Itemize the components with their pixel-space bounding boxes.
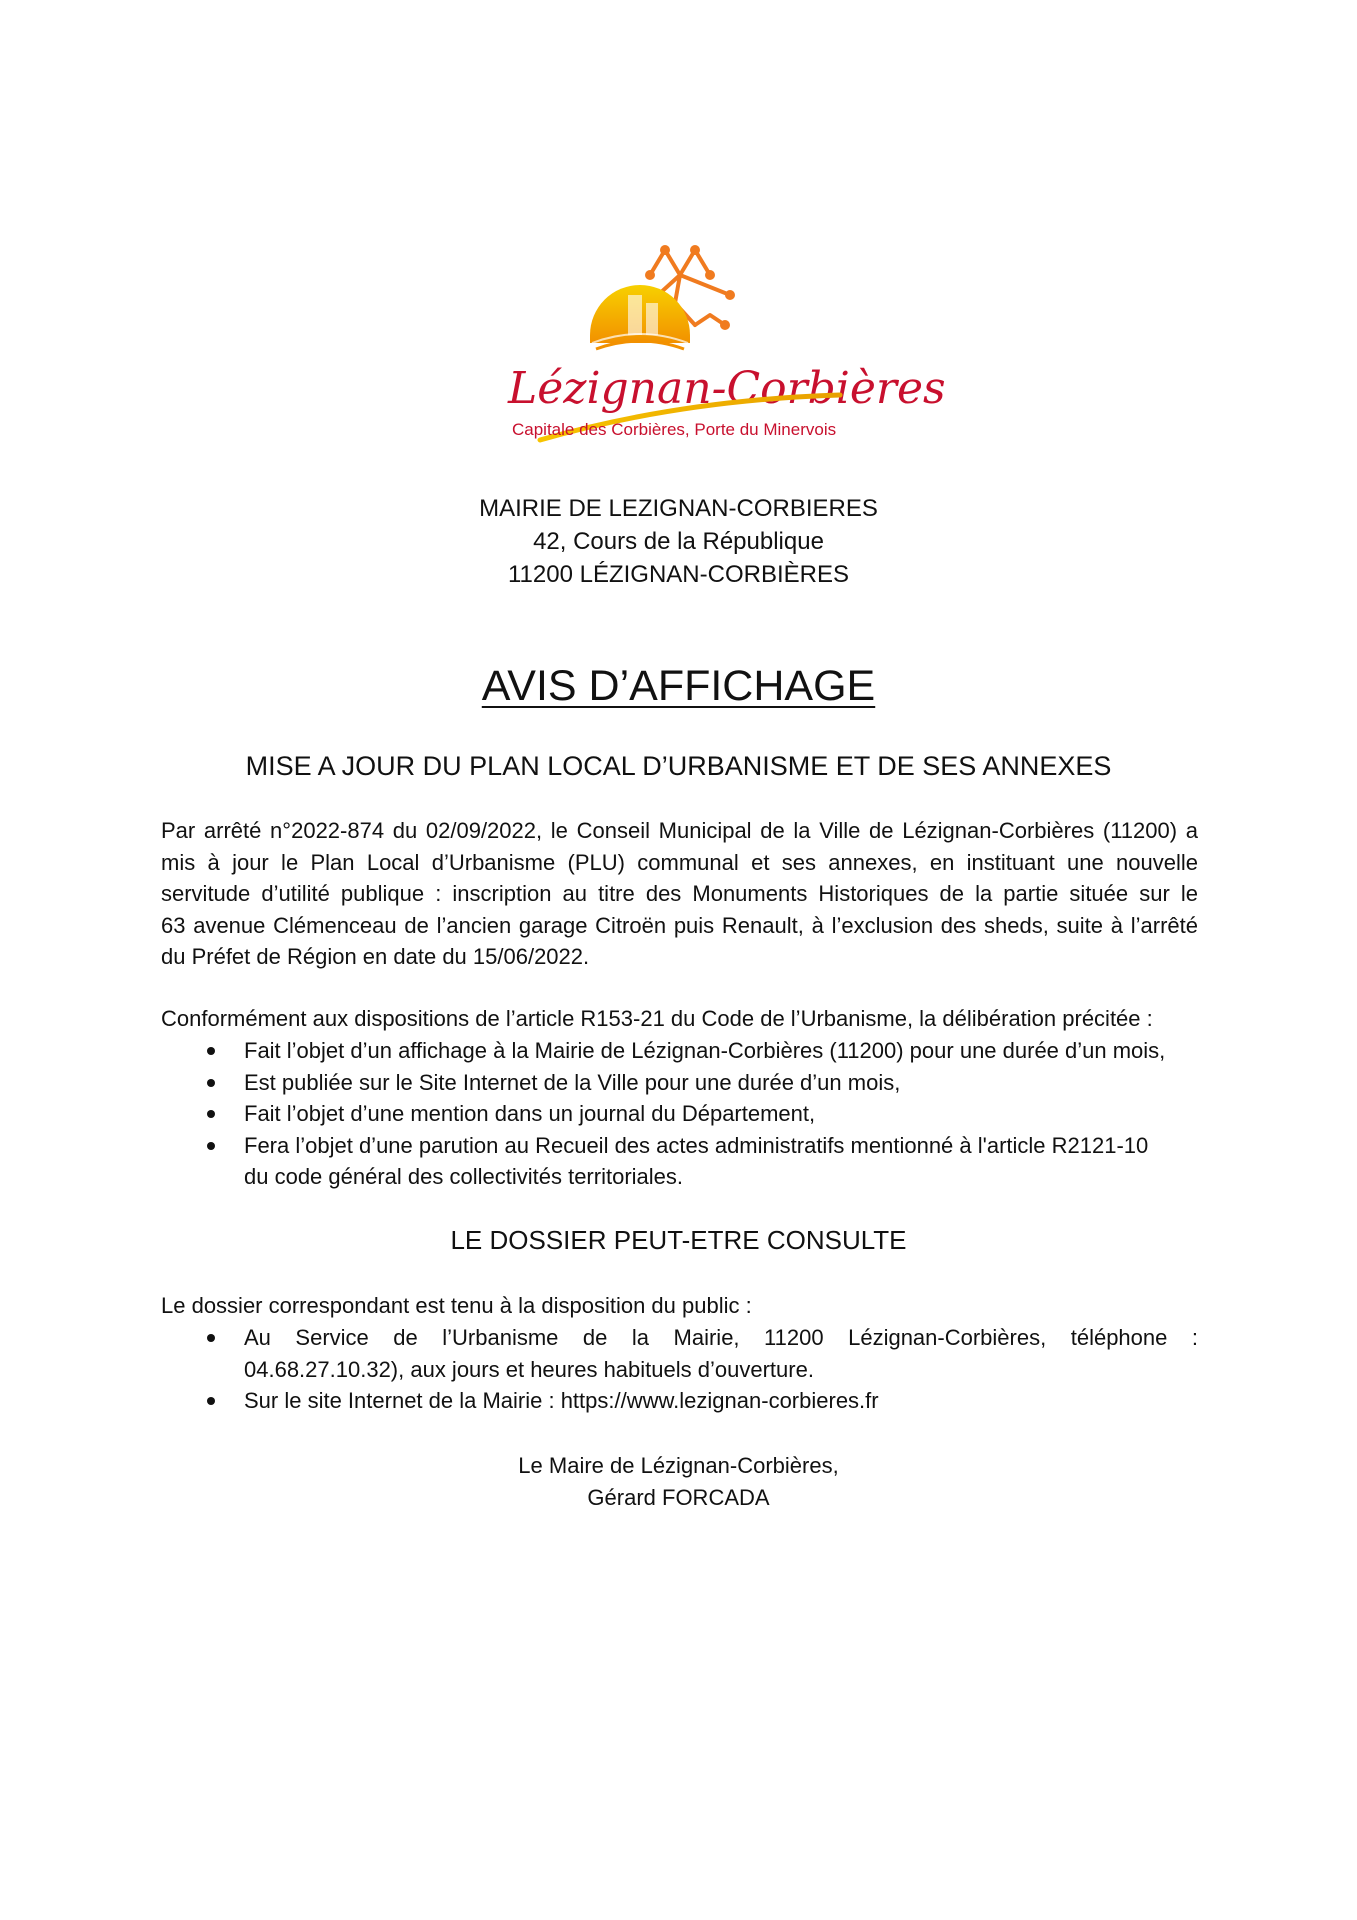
bullet-icon (207, 1110, 215, 1118)
signature-name: Gérard FORCADA (587, 1484, 770, 1510)
city-logo (500, 225, 946, 455)
address-line-3: 11200 LÉZIGNAN-CORBIÈRES (507, 561, 849, 588)
list-item: Est publiée sur le Site Internet de la Ville pour une durée d’un mois, (161, 1067, 1198, 1099)
intro-line: Par arrêté n°2022-874 du 02/09/2022, le Conseil Municipal de la Ville de Lézignan-Corbières (11200) a (161, 818, 1198, 843)
bullet-icon (207, 1334, 215, 1342)
consult-heading: LE DOSSIER PEUT-ETRE CONSULTE (450, 1225, 907, 1255)
intro-paragraph (161, 815, 1198, 973)
mairie-address (0, 492, 1357, 591)
address-line-1: MAIRIE DE LEZIGNAN-CORBIERES (479, 495, 878, 522)
list-item: Fait l’objet d’une mention dans un journal du Département, (161, 1098, 1198, 1130)
signature-title: Le Maire de Lézignan-Corbières, (518, 1453, 839, 1478)
consult-list (161, 1322, 1198, 1417)
intro-line: mis à jour le Plan Local d’Urbanisme (PLU) communal et ses annexes, en instituant une nouvelle (161, 849, 1198, 875)
intro-line: du Préfet de Région en date du 15/06/2022. (161, 944, 590, 969)
list-item: Fait l’objet d’un affichage à la Mairie de Lézignan-Corbières (11200) pour une durée d’un mois, (161, 1035, 1198, 1067)
bullet-icon (207, 1397, 215, 1405)
list-item: Fera l’objet d’une parution au Recueil des actes administratifs mentionné à l'article R2121-10 du code général des collectivités territoriales. (161, 1130, 1198, 1193)
intro-line: servitude d’utilité publique : inscription au titre des Monuments Historiques de la partie située sur le (161, 881, 1198, 906)
address-line-2: 42, Cours de la République (533, 528, 824, 555)
dispositions-list (161, 1035, 1198, 1193)
list-item: Au Service de l’Urbanisme de la Mairie, 11200 Lézignan-Corbières, téléphone : 04.68.27.10.32), aux jours et heures habituels d’ouverture. (161, 1322, 1198, 1385)
intro-line: 63 avenue Clémenceau de l’ancien garage Citroën puis Renault, à l’exclusion des sheds, suite à l’arrêté (161, 912, 1198, 938)
notice-subtitle: MISE A JOUR DU PLAN LOCAL D’URBANISME ET DE SES ANNEXES (245, 751, 1112, 781)
bullet-icon (207, 1047, 215, 1055)
mairie-website-link[interactable]: Sur le site Internet de la Mairie : https://www.lezignan-corbieres.fr (244, 1388, 879, 1413)
bullet-icon (207, 1079, 215, 1087)
logo-tagline: Capitale des Corbières, Porte du Minervois (512, 420, 837, 439)
bullet-icon (207, 1142, 215, 1150)
list-item (161, 1385, 1198, 1417)
logo-wordmark: Lézignan-Corbières (508, 363, 946, 414)
dispositions-lead: Conformément aux dispositions de l’article R153-21 du Code de l’Urbanisme, la délibération précitée : (161, 1006, 1153, 1031)
notice-title: AVIS D’AFFICHAGE (481, 662, 876, 710)
consult-lead: Le dossier correspondant est tenu à la disposition du public : (161, 1293, 752, 1318)
signature-block (0, 1450, 1357, 1513)
